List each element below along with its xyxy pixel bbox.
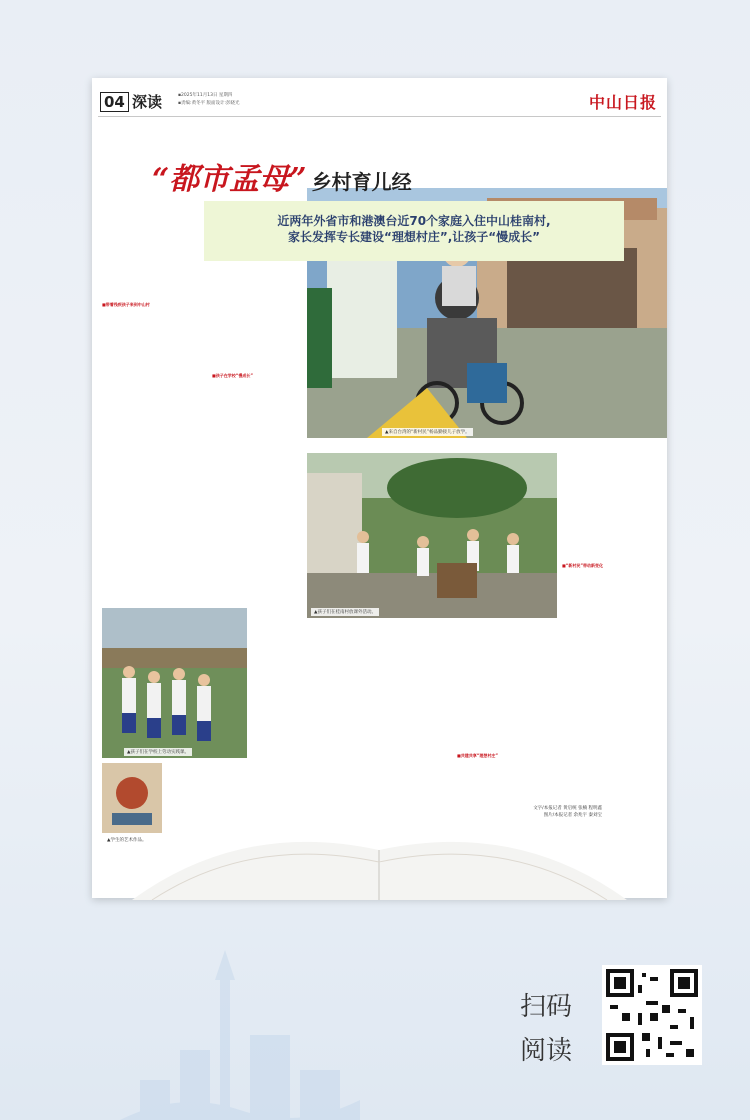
photo-caption: ▲孩子们在桂南村放课外活动。 [311, 608, 379, 616]
subhead: ■孩子在学校“慢成长” [212, 373, 254, 378]
article-deck: 近两年外省市和港澳台近70个家庭入住中山桂南村, 家长发挥专长建设“理想村庄”,让孩子“慢成长” [204, 201, 624, 261]
body-text-column [562, 443, 662, 733]
headline-highlight: “都市孟母” [152, 162, 307, 197]
newspaper-logo: 中山日报 [588, 93, 657, 112]
photo-caption: ▲孩子们在学校上劳动实践课。 [124, 748, 192, 756]
headline-rest: 乡村育儿经 [311, 170, 412, 194]
body-text-column [102, 258, 207, 603]
book-illustration [92, 810, 667, 900]
section-name: 深读 [132, 93, 163, 111]
issue-meta: ▪2025年11月13日 星期四 ▪责编:黄冬平 版面设计:彭晓光 [178, 93, 240, 106]
subhead: ■带着残疾孩子来到中山村 [102, 302, 150, 307]
newspaper-page [92, 78, 667, 898]
page-header [98, 88, 661, 117]
page-number: 04 [100, 92, 129, 112]
activity-photo [307, 453, 557, 618]
subhead: ■“新村民”带动新变化 [562, 563, 604, 568]
article-credits: 文字/本报记者 黄启统 张楠 程明鑫 图片/本报记者 余兆宇 秦刘宝 [533, 806, 602, 818]
body-text-column [212, 273, 307, 603]
photo-caption: ▲来自台湾的“新村民”杨品勤接儿子放学。 [382, 428, 473, 436]
city-skyline-illustration [120, 940, 360, 1120]
students-photo [102, 608, 247, 758]
article-headline [152, 154, 412, 198]
qr-code[interactable] [602, 965, 702, 1065]
body-text-column [252, 623, 557, 803]
subhead: ■共建共享“理想村庄” [457, 753, 499, 758]
photo-caption: ▲学生的艺术作品。 [104, 836, 149, 844]
scan-to-read-label: 扫码 阅读 [520, 992, 573, 1066]
